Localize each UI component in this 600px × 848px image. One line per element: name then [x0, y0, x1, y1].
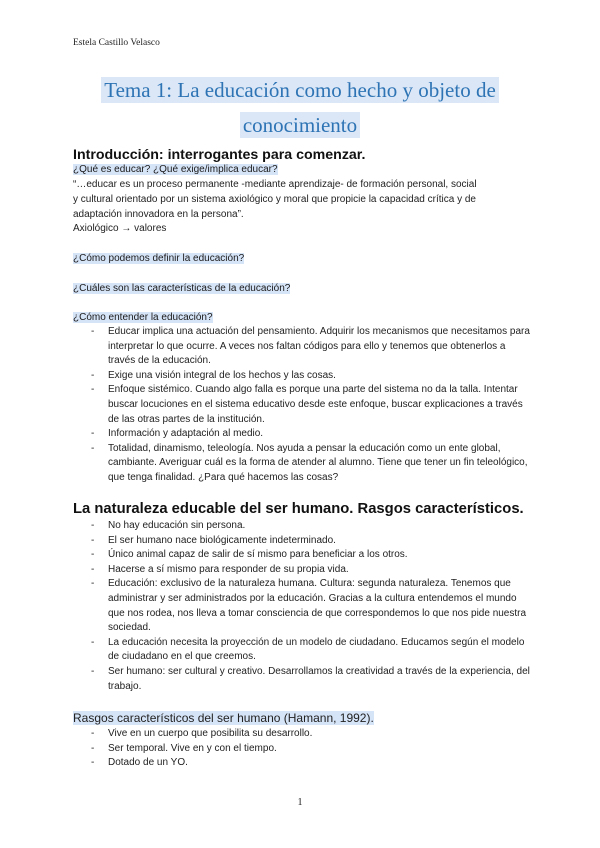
page-title-line-2: conocimiento	[60, 107, 540, 143]
list-item: - Educación: exclusivo de la naturaleza humana. Cultura: segunda naturaleza. Tenemos que administrar y ser administrados por la educación. Gracias a la cultura entendemos el mundo que nos rodea, nos lleva a tomar consciencia de que correspondemos lo que nos pide nuestra sociedad.	[73, 577, 533, 635]
naturaleza-list	[73, 519, 533, 694]
question-1: ¿Qué es educar? ¿Qué exige/implica educar?	[73, 164, 278, 175]
list-item: - Exige una visión integral de los hechos y las cosas.	[73, 369, 533, 384]
quote-line-3: adaptación innovadora en la persona”.	[73, 209, 244, 220]
question-4: ¿Cómo entender la educación?	[73, 312, 213, 323]
list-item: - Hacerse a sí mismo para responder de su propia vida.	[73, 563, 533, 578]
quote-line-1: “…educar es un proceso permanente -mediante aprendizaje- de formación personal, social	[73, 179, 477, 190]
rasgos-list	[73, 727, 533, 771]
list-item: - Único animal capaz de salir de sí mismo para beneficiar a los otros.	[73, 548, 533, 563]
list-item: - Vive en un cuerpo que posibilita su desarrollo.	[73, 727, 533, 742]
list-item: - La educación necesita la proyección de un modelo de ciudadano. Educamos según el modelo de ciudadano en el que creemos.	[73, 636, 533, 665]
question-3: ¿Cuáles son las características de la educación?	[73, 283, 291, 294]
axiologico-note: Axiológico → valores	[73, 223, 167, 234]
list-item: - Totalidad, dinamismo, teleología. Nos ayuda a pensar la educación como un ente global, cambiante. Averiguar cuál es la forma de atender al alumno. Tiene que tener un fin teleológico, que tenga finalidad. ¿Para qué hacemos las cosas?	[73, 442, 533, 486]
list-item: - Ser humano: ser cultural y creativo. Desarrollamos la creatividad a través de la experiencia, del trabajo.	[73, 665, 533, 694]
question-2: ¿Cómo podemos definir la educación?	[73, 253, 245, 264]
list-item: - Información y adaptación al medio.	[73, 427, 533, 442]
intro-list	[73, 325, 533, 486]
list-item: - Dotado de un YO.	[73, 756, 533, 771]
page-number: 1	[297, 797, 303, 808]
quote-line-2: y cultural orientado por un sistema axiológico y moral que propicie la capacidad crítica y de	[73, 194, 476, 205]
author-header: Estela Castillo Velasco	[73, 38, 160, 48]
page-title-line-1: Tema 1: La educación como hecho y objeto de	[60, 72, 540, 108]
list-item: - El ser humano nace biológicamente indeterminado.	[73, 534, 533, 549]
naturaleza-heading: La naturaleza educable del ser humano. Rasgos característicos.	[73, 501, 524, 517]
list-item: - Enfoque sistémico. Cuando algo falla es porque una parte del sistema no da la talla. Intentar buscar locuciones en el sistema educativo desde este enfoque, buscar explicaciones a través de las otras partes de la institución.	[73, 383, 533, 427]
list-item: - No hay educación sin persona.	[73, 519, 533, 534]
intro-heading: Introducción: interrogantes para comenzar.	[73, 147, 366, 163]
list-item: - Educar implica una actuación del pensamiento. Adquirir los mecanismos que necesitamos para interpretar lo que ocurre. A veces nos faltan códigos para ello y tenemos que obtenerlos a través de la educación.	[73, 325, 533, 369]
list-item: - Ser temporal. Vive en y con el tiempo.	[73, 742, 533, 757]
rasgos-heading: Rasgos característicos del ser humano (Hamann, 1992).	[73, 711, 374, 725]
